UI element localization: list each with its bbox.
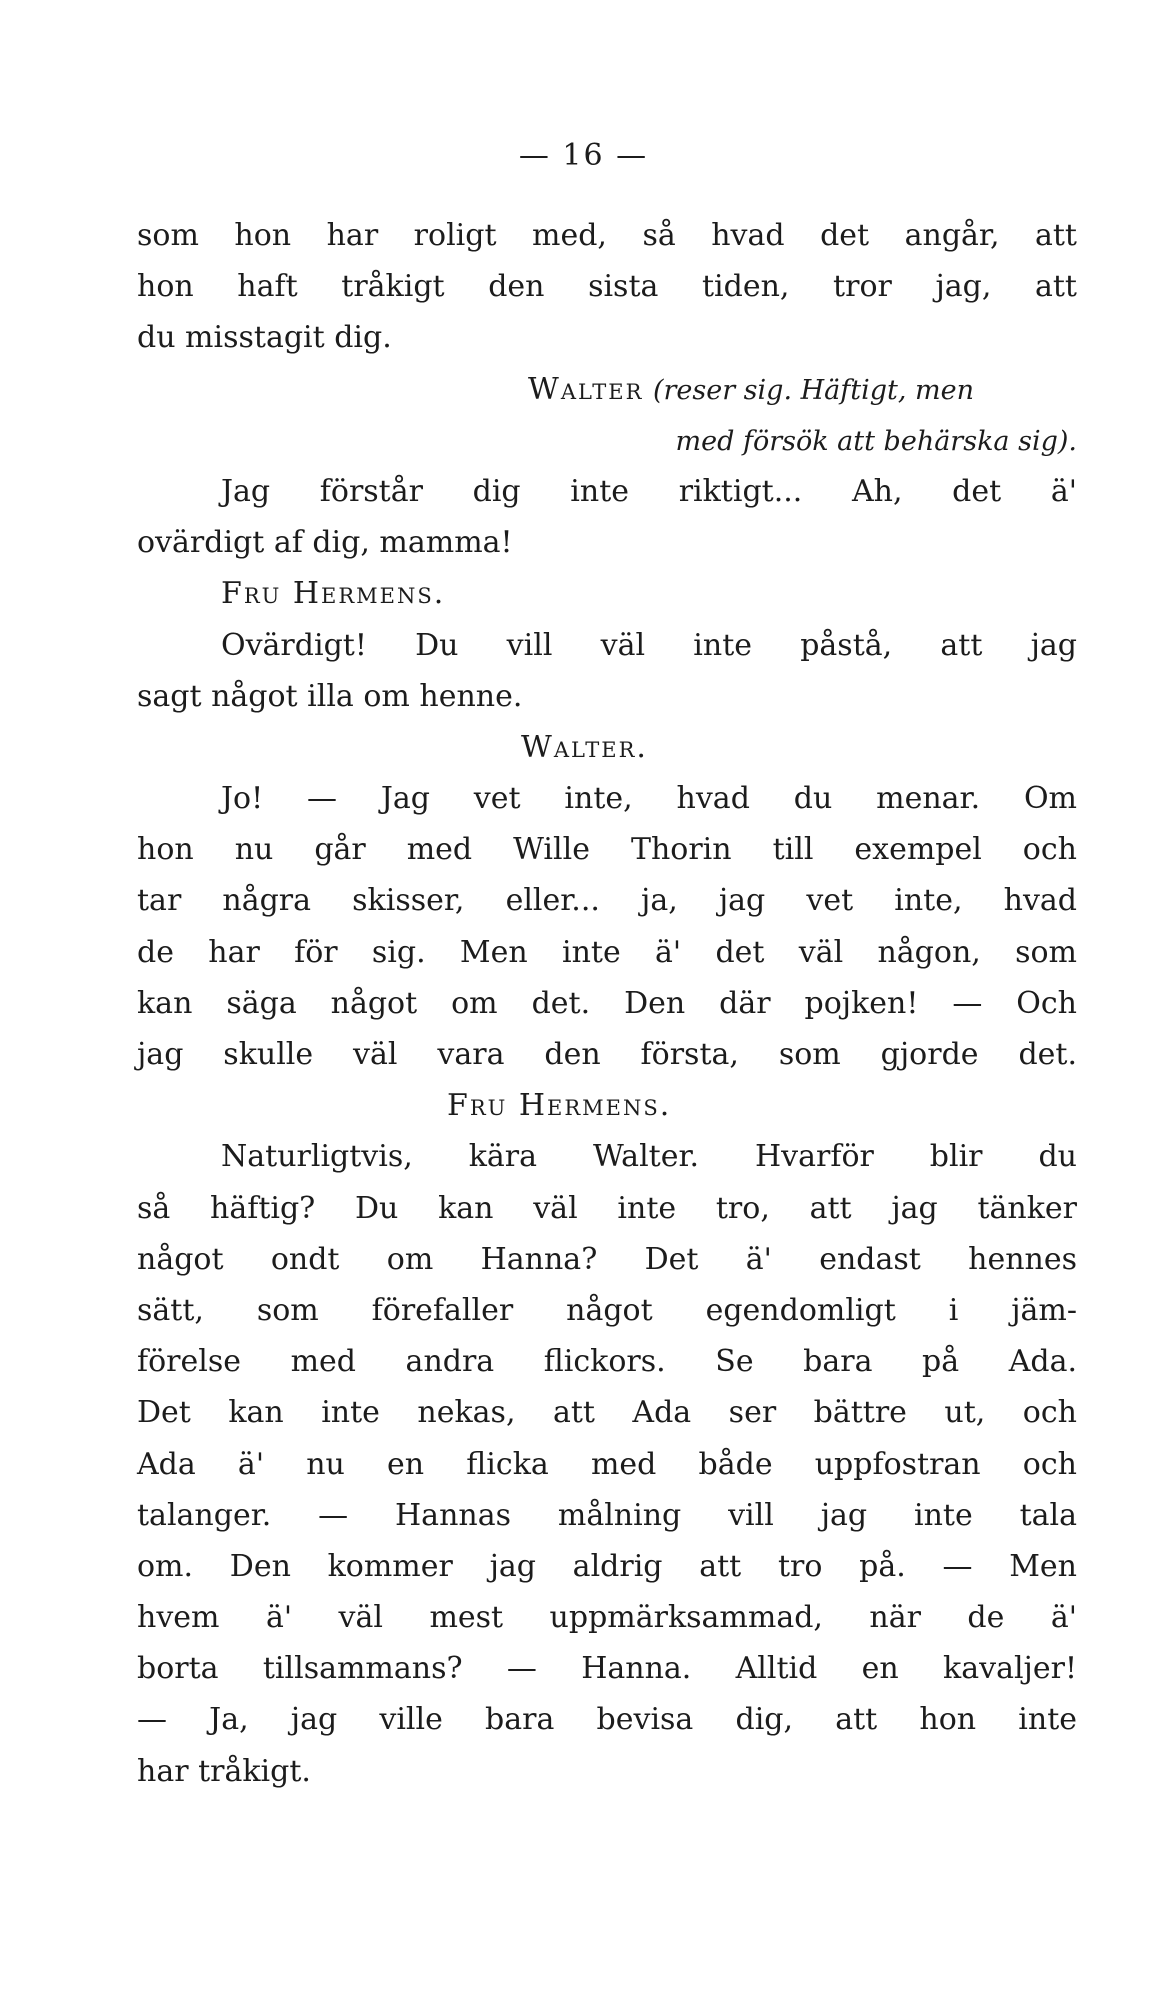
page-text [137,210,1077,1797]
speaker-name: Fru Hermens. [221,576,446,612]
text-line: som hon har roligt med, så hvad det angår, att [137,218,1077,253]
text-line: har tråkigt. [137,1753,311,1789]
text-line: — Ja, jag ville bara bevisa dig, att hon inte [137,1702,1077,1738]
stage-direction-line [137,415,1077,466]
page-number: — 16 — [518,138,649,173]
text-line: de har för sig. Men inte ä' det väl någon, som [137,934,1077,970]
text-line: talanger. — Hannas målning vill jag inte tala [137,1497,1077,1533]
speaker-name: Walter [528,371,644,407]
text-line: hon haft tråkigt den sista tiden, tror jag, att [137,269,1077,305]
text-line: Det kan inte nekas, att Ada ser bättre ut, och [137,1395,1077,1431]
text-line: borta tillsammans? — Hanna. Alltid en kavaljer! [137,1651,1077,1687]
stage-direction: (reser sig. Häftigt, men [652,374,975,406]
speaker-name: Fru Hermens. [447,1088,672,1124]
text-line: så häftig? Du kan väl inte tro, att jag tänker [137,1190,1077,1226]
text-line: förelse med andra flickors. Se bara på Ada. [137,1344,1077,1380]
text-line: du misstagit dig. [137,320,392,356]
text-line: ovärdigt af dig, mamma! [137,525,513,561]
text-line: sätt, som förefaller något egendomligt i jäm- [137,1292,1077,1328]
text-line: om. Den kommer jag aldrig att tro på. — Men [137,1548,1077,1584]
text-line: hvem ä' väl mest uppmärksammad, när de ä' [137,1600,1077,1636]
text-line: Jag förstår dig inte riktigt... Ah, det ä' [221,473,1077,509]
text-line: jag skulle väl vara den första, som gjorde det. [137,1037,1077,1072]
speaker-name: Walter. [521,729,648,765]
text-line: tar några skisser, eller... ja, jag vet inte, hvad [137,883,1077,919]
text-line: sagt något illa om henne. [137,678,523,714]
speaker-line [137,364,1077,415]
text-line: hon nu går med Wille Thorin till exempel och [137,832,1077,868]
text-line: Ovärdigt! Du vill väl inte påstå, att jag [221,627,1077,663]
text-line: Naturligtvis, kära Walter. Hvarför blir du [221,1139,1077,1175]
stage-direction: med försök att behärska sig). [675,425,1077,457]
text-line: Ada ä' nu en flicka med både uppfostran och [137,1446,1077,1482]
text-line: något ondt om Hanna? Det ä' endast hennes [137,1241,1077,1277]
text-line: Jo! — Jag vet inte, hvad du menar. Om [221,781,1077,817]
text-line: kan säga något om det. Den där pojken! — Och [137,985,1077,1021]
